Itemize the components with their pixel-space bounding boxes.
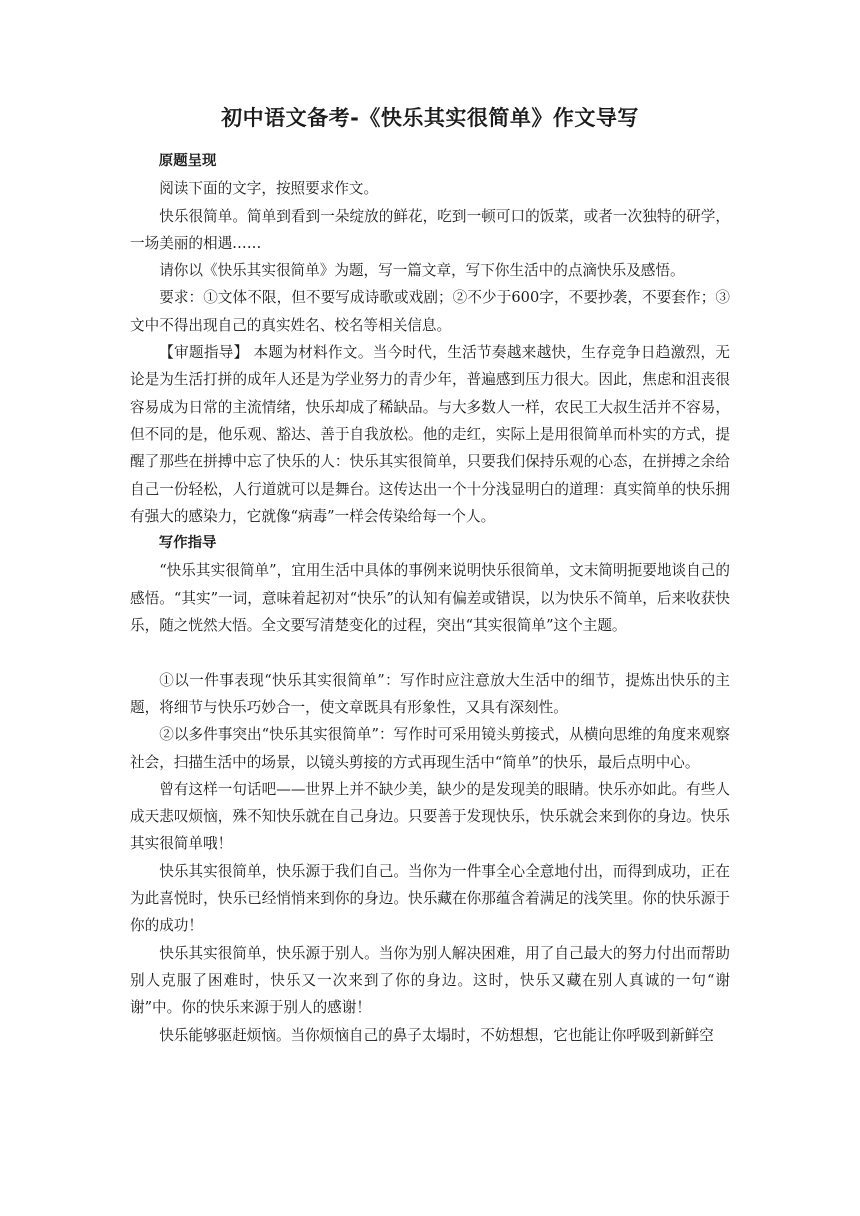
blank-line	[130, 639, 730, 666]
paragraph: 快乐能够驱赶烦恼。当你烦恼自己的鼻子太塌时，不妨想想，它也能让你呼吸到新鲜空	[159, 1026, 714, 1044]
section-heading-original: 原题呈现	[158, 153, 217, 169]
paragraph: ②以多件事突出“快乐其实很简单”：写作时可采用镜头剪接式，从横向思维的角度来观察社会，扫描生活中的场景，以镜头剪接的方式再现生活中“简单”的快乐，最后点明中心。	[130, 726, 730, 771]
paragraph: “快乐其实很简单”，宜用生活中具体的事例来说明快乐很简单，文末简明扼要地谈自己的感悟。“其实”一词，意味着起初对“快乐”的认知有偏差或错误，以为快乐不简单，后来收获快乐，随之恍然大悟。全文要写清楚变化的过程，突出“其实很简单”这个主题。	[130, 562, 730, 635]
paragraph: 阅读下面的文字，按照要求作文。	[159, 180, 379, 198]
document-body	[130, 148, 730, 1049]
paragraph: 快乐很简单。简单到看到一朵绽放的鲜花，吃到一顿可口的饭菜，或者一次独特的研学，一场美丽的相遇……	[130, 207, 730, 252]
paragraph: 曾有这样一句话吧——世界上并不缺少美，缺少的是发现美的眼睛。快乐亦如此。有些人成天悲叹烦恼，殊不知快乐就在自己身边。只要善于发现快乐，快乐就会来到你的身边。快乐其实很简单哦！	[130, 780, 730, 853]
section-heading-writing: 写作指导	[158, 535, 217, 552]
paragraph: 要求：①文体不限，但不要写成诗歌或戏剧；②不少于600字，不要抄袭，不要套作；③文中不得出现自己的真实姓名、校名等相关信息。	[130, 289, 730, 334]
paragraph: 快乐其实很简单，快乐源于我们自己。当你为一件事全心全意地付出，而得到成功，正在为此喜悦时，快乐已经悄悄来到你的身边。快乐藏在你那蕴含着满足的浅笑里。你的快乐源于你的成功！	[130, 862, 730, 935]
paragraph: 请你以《快乐其实很简单》为题，写一篇文章，写下你生活中的点滴快乐及感悟。	[159, 262, 685, 280]
paragraph: ①以一件事表现“快乐其实很简单”：写作时应注意放大生活中的细节，提炼出快乐的主题，将细节与快乐巧妙合一，使文章既具有形象性，又具有深刻性。	[130, 671, 730, 716]
paragraph: 快乐其实很简单，快乐源于别人。当你为别人解决困难，用了自己最大的努力付出而帮助别人克服了困难时，快乐又一次来到了你的身边。这时，快乐又藏在别人真诚的一句“谢谢”中。你的快乐来源于别人的感谢！	[130, 944, 730, 1017]
paragraph-analysis: 【审题指导】 本题为材料作文。当今时代，生活节奏越来越快，生存竞争日趋激烈，无论是为生活打拼的成年人还是为学业努力的青少年，普遍感到压力很大。因此，焦虑和沮丧很容易成为日常的主流情绪，快乐却成了稀缺品。与大多数人一样，农民工大叔生活并不容易，但不同的是，他乐观、豁达、善于自我放松。他的走红，实际上是用很简单而朴实的方式，提醒了那些在拼搏中忘了快乐的人：快乐其实很简单，只要我们保持乐观的心态，在拼搏之余给自己一份轻松，人行道就可以是舞台。这传达出一个十分浅显明白的道理：真实简单的快乐拥有强大的感染力，它就像“病毒”一样会传染给每一个人。	[130, 344, 730, 525]
document-title: 初中语文备考-《快乐其实很简单》作文导写	[221, 106, 639, 130]
